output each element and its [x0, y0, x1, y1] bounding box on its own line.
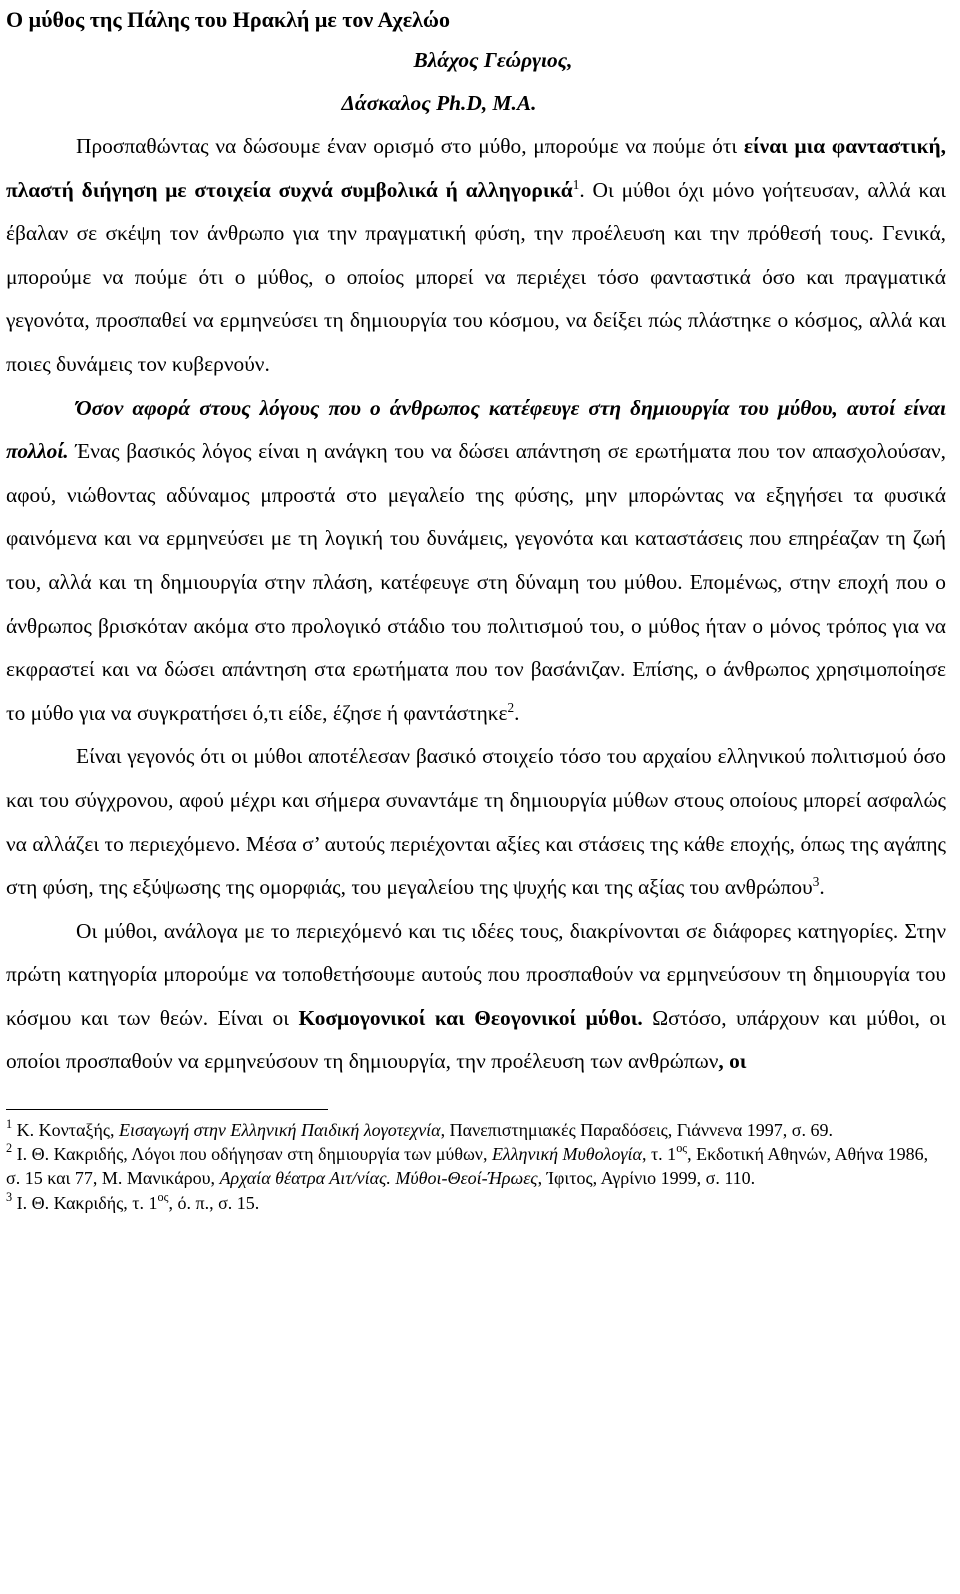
text-run: . Οι μύθοι όχι μόνο γοήτευσαν, αλλά και έβαλαν σε σκέψη τον άνθρωπο για την πραγματική φύση, την προέλευση και την πρόθεσή τους. Γενικά, μπορούμε να πούμε ότι ο μύθος, ο οποίος μπορεί να περιέχει τόσο φανταστικά όσο και πραγματικά γεγονότα, προσπαθεί να ερμηνεύσει τη δημιουργία του κόσμου, να δείξει πώς πλάστηκε ο κόσμος, αλλά και ποιες δυνάμεις τον κυβερνούν.	[6, 177, 946, 376]
text-run: Είναι γεγονός ότι οι μύθοι αποτέλεσαν βασικό στοιχείο τόσο του αρχαίου ελληνικού πολιτισμού όσο και του σύγχρονου, αφού μέχρι και σήμερα συναντάμε τη δημιουργία μύθων στους οποίους μπορεί ασφαλώς να αλλάζει το περιεχόμενο. Μέσα σ’ αυτούς περιέχονται αξίες και στάσεις της κάθε εποχής, όπως της αγάπης στη φύση, της εξύψωσης της ομορφιάς, του μεγαλείου της ψυχής και της αξίας του ανθρώπου	[6, 744, 946, 900]
book-title: Αρχαία θέατρα Αιτ/νίας. Μύθοι-Θεοί-Ήρωες	[219, 1168, 538, 1189]
text-run: Ωστόσο, υπάρχουν και μύθοι, οι οποίοι προσπαθούν να ερμηνεύσουν τη δημιουργία, την προέλευση των ανθρώπων	[6, 1005, 946, 1074]
book-title: Ελληνική Μυθολογία	[491, 1144, 642, 1165]
footnote-ref-2[interactable]: 2	[507, 699, 515, 715]
footnotes	[6, 1118, 946, 1215]
bold-definition: είναι μια φανταστική, πλαστή διήγηση με στοιχεία συχνά συμβολικά ή αλληγορικά	[6, 134, 946, 202]
ordinal-suffix: ος	[157, 1189, 169, 1204]
author-name: Βλάχος Γεώργιος,	[413, 48, 573, 72]
paragraph-3	[6, 735, 946, 909]
footnote-3	[6, 1191, 946, 1215]
author-role: Δάσκαλος Ph.D, M.A.	[341, 91, 537, 115]
footnote-ref-1[interactable]: 1	[572, 176, 580, 192]
footnote-ref-3[interactable]: 3	[812, 873, 820, 889]
article-header	[6, 0, 946, 125]
ordinal-suffix: ος	[676, 1141, 688, 1156]
text-run: , Πανεπιστημιακές Παραδόσεις, Γιάννενα 1997, σ. 69.	[440, 1120, 833, 1141]
footnote-num: 1	[6, 1117, 13, 1132]
text-run: , Ίφιτος, Αγρίνιο 1999, σ. 110.	[537, 1168, 756, 1189]
text-run: Προσπαθώντας να δώσουμε έναν ορισμό στο μύθο, μπορούμε να πούμε ότι	[76, 134, 744, 158]
text-run: , τ. 1	[641, 1144, 677, 1165]
bold-tail: , οι	[718, 1049, 747, 1074]
paragraph-2	[6, 387, 946, 736]
footnote-2	[6, 1142, 946, 1190]
footnote-separator	[6, 1109, 328, 1110]
text-run: , ό. π., σ. 15.	[168, 1192, 260, 1213]
text-run: Ι. Θ. Κακριδής, τ. 1	[12, 1192, 158, 1213]
article-body	[6, 125, 946, 1084]
footnote-1	[6, 1118, 946, 1142]
text-run: .	[514, 700, 520, 725]
text-run: , Εκδοτική Αθηνών, Αθήνα 1986, σ. 15 και 77, Μ. Μανικάρου,	[6, 1144, 929, 1189]
paragraph-4	[6, 910, 946, 1084]
footnote-num: 2	[6, 1141, 13, 1156]
bold-term: Κοσμογονικοί και Θεογονικοί μύθοι.	[298, 1005, 643, 1030]
text-run: Οι μύθοι, ανάλογα με το περιεχόμενό και τις ιδέες τους, διακρίνονται σε διάφορες κατηγορίες. Στην πρώτη κατηγορία μπορούμε να τοποθετήσουμε αυτούς που προσπαθούν να ερμηνεύσουν τη δημιουργία του κόσμου και των θεών. Είναι οι	[6, 918, 946, 1030]
article-title: Ο μύθος της Πάλης του Ηρακλή με τον Αχελώο	[6, 7, 450, 32]
text-run: Ι. Θ. Κακριδής, Λόγοι που οδήγησαν στη δημιουργία των μύθων,	[12, 1144, 492, 1165]
text-run: .	[819, 875, 825, 900]
bold-italic-emphasis: Όσον αφορά στους λόγους που ο άνθρωπος κατέφευγε στη δημιουργία του μύθου, αυτοί είναι πολλοί.	[6, 395, 946, 464]
text-run: Κ. Κονταξής,	[12, 1120, 119, 1141]
book-title: Εισαγωγή στην Ελληνική Παιδική λογοτεχνία	[119, 1120, 441, 1141]
text-run: Ένας βασικός λόγος είναι η ανάγκη του να δώσει απάντηση σε ερωτήματα που τον απασχολούσαν, αφού, νιώθοντας αδύναμος μπροστά στο μεγαλείο της φύσης, μην μπορώντας να εξηγήσει τα φυσικά φαινόμενα και να ερμηνεύσει με τη λογική του δυνάμεις, γεγονότα και καταστάσεις που επηρέαζαν τη ζωή του, αλλά και τη δημιουργία στην πλάση, κατέφευγε στη δύναμη του μύθου. Επομένως, στην εποχή που ο άνθρωπος βρισκόταν ακόμα στο προλογικό στάδιο του πολιτισμού του, ο μύθος ήταν ο μόνος τρόπος για να εκφραστεί και να δώσει απάντηση στα ερωτήματα που τον βασάνιζαν. Επίσης, ο άνθρωπος χρησιμοποίησε το μύθο για να συγκρατήσει ό,τι είδε, έζησε ή φαντάστηκε	[6, 439, 946, 725]
paragraph-1	[6, 125, 946, 387]
footnote-num: 3	[6, 1189, 13, 1204]
